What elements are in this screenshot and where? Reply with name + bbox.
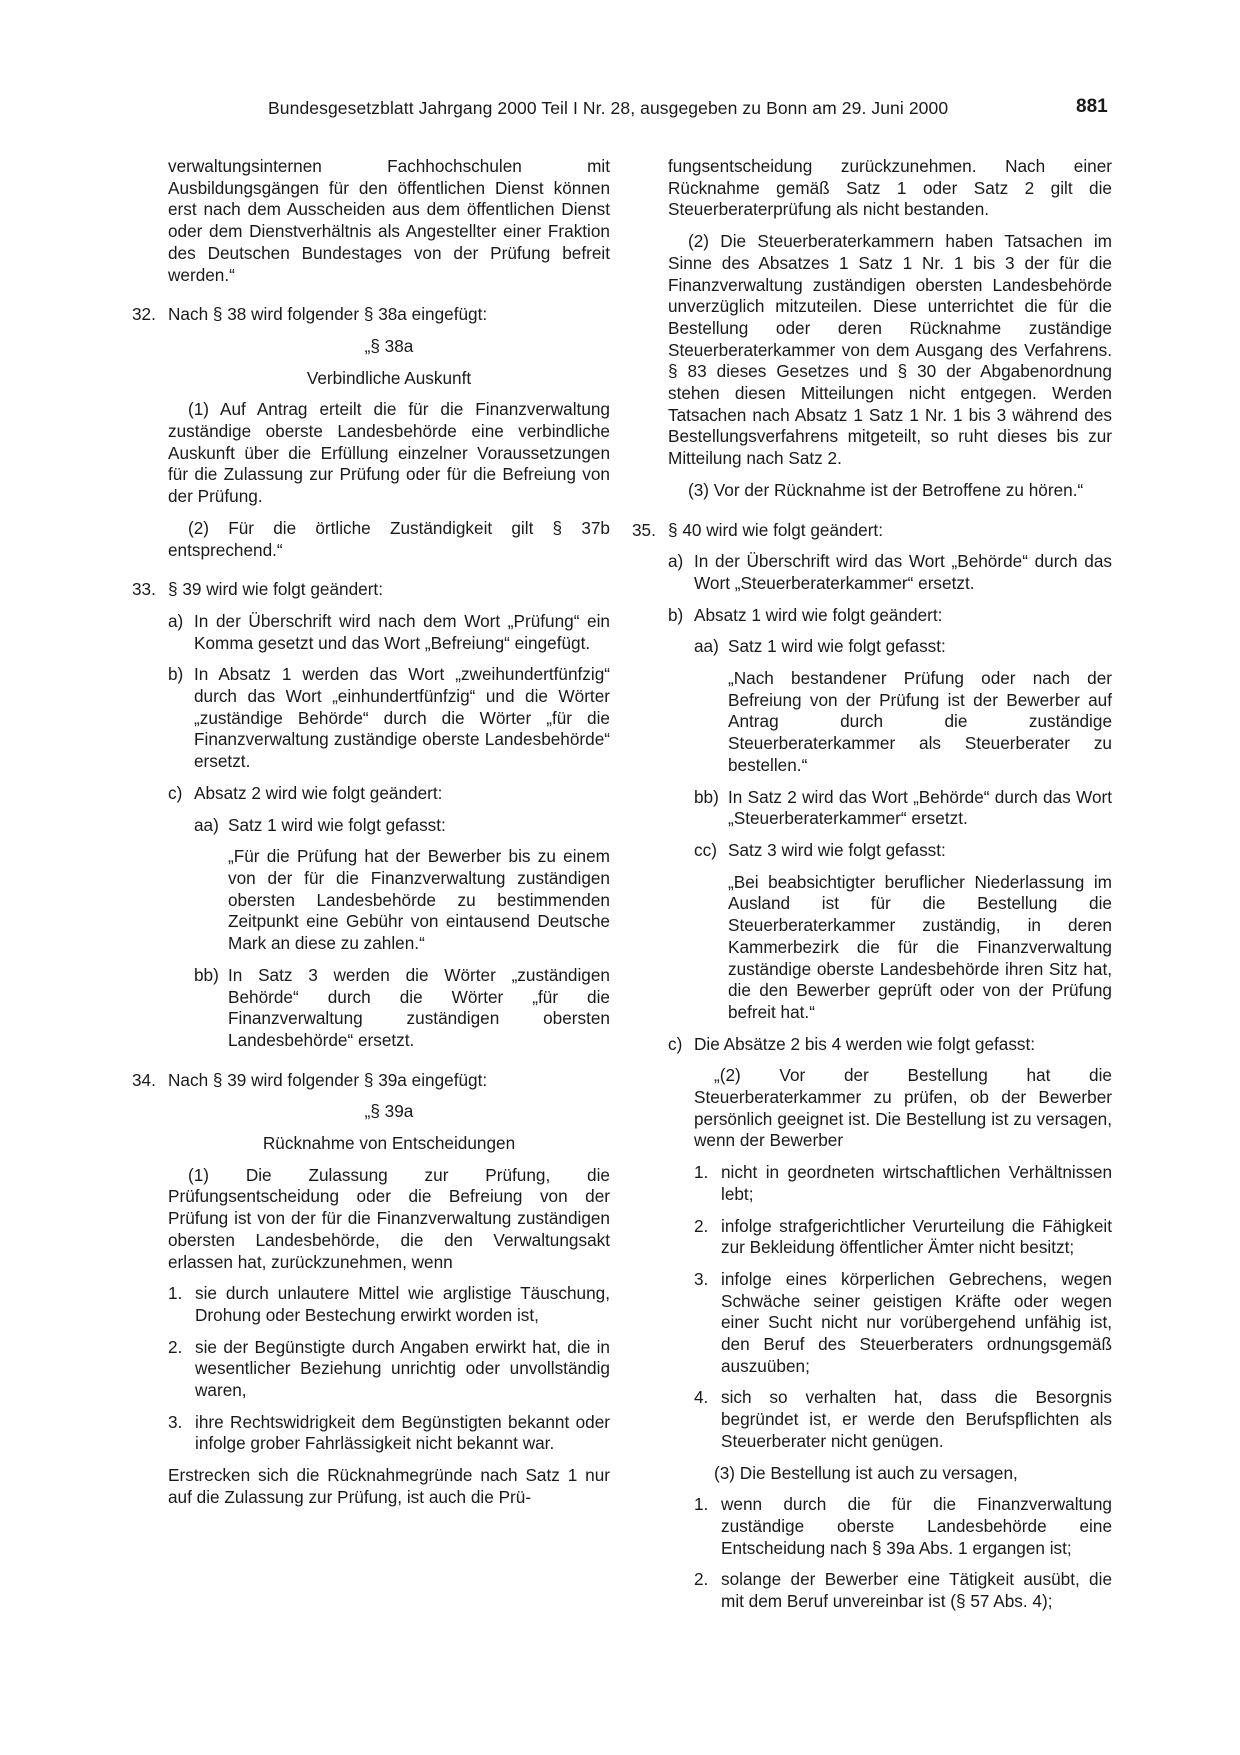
section-heading: Rücknahme von Entscheidungen xyxy=(262,1133,516,1154)
item-number: 32. xyxy=(132,304,156,325)
page-header xyxy=(0,98,1240,124)
paragraph: (3) Vor der Rücknahme ist der Betroffene zu hören.“ xyxy=(688,479,1084,500)
list-item: 2. solange der Bewerber eine Tätigkeit ausübt, die mit dem Beruf unvereinbar ist (§ 57 Abs. 4); xyxy=(694,1569,1112,1612)
item-text: § 39 wird wie folgt geändert: xyxy=(168,579,383,600)
item-35-intro xyxy=(632,520,1112,542)
right-column xyxy=(632,156,1112,1613)
paragraph: (2) Die Steuerberaterkammern haben Tatsachen im Sinne des Absatzes 1 Satz 1 Nr. 1 bis 3 der für die Finanzverwaltung zuständigen obersten Landesbehörde unverzüglich mitzuteilen. Diese unterrichtet die für die Bestellung oder deren Rücknahme zuständige Steuerberaterkammer von dem Ausgang des Verfahrens. § 83 dieses Gesetzes und § 30 der Abgabenordnung stehen diesen Mitteilungen nicht entgegen. Werden Tatsachen nach Absatz 1 Satz 1 Nr. 1 bis 3 während des Bestellungsverfahrens mitgeteilt, so ruht dieses bis zur Mitteilung nach Satz 2. xyxy=(668,231,1112,469)
sub-item-b: b) In Absatz 1 werden das Wort „zweihundertfünfzig“ durch das Wort „einhundertfünfzig“ und die Wörter „zuständige Behörde“ durch die Wörter „für die Finanzverwaltung zuständige oberste Landesbehörde“ ersetzt. xyxy=(168,664,610,772)
sub-item-a: a) In der Überschrift wird das Wort „Behörde“ durch das Wort „Steuerberaterkammer“ ersetzt. xyxy=(668,551,1112,593)
left-column xyxy=(132,156,610,1509)
list-item: 2. sie der Begünstigte durch Angaben erwirkt hat, die in wesentlicher Beziehung unrichtig oder unvollständig waren, xyxy=(168,1336,610,1401)
sub-sub-item-bb: bb) In Satz 2 wird das Wort „Behörde“ durch das Wort „Steuerberaterkammer“ ersetzt. xyxy=(694,786,1112,829)
item-number: 33. xyxy=(132,579,156,600)
quoted-text: „Für die Prüfung hat der Bewerber bis zu einem von der für die Finanzverwaltung zuständigen obersten Landesbehörde zu bestimmenden Zeitpunkt eine Gebühr von eintausend Deutsche Mark an diese zu zahlen.“ xyxy=(228,846,610,954)
sub-item-a: a) In der Überschrift wird nach dem Wort „Prüfung“ ein Komma gesetzt und das Wort „Befreiung“ eingefügt. xyxy=(168,610,610,653)
list-item: 1. sie durch unlautere Mittel wie arglistige Täuschung, Drohung oder Bestechung erwirkt worden ist, xyxy=(168,1283,610,1325)
paragraph: (1) Auf Antrag erteilt die für die Finanzverwaltung zuständige oberste Landesbehörde eine verbindliche Auskunft über die Erfüllung einzelner Voraussetzungen für die Zulassung zur Prüfung oder für die Befreiung von der Prüfung. xyxy=(168,399,610,507)
item-32 xyxy=(132,304,610,561)
running-header: Bundesgesetzblatt Jahrgang 2000 Teil I Nr. 28, ausgegeben zu Bonn am 29. Juni 2000 xyxy=(268,98,949,118)
item-33 xyxy=(132,579,610,1051)
paragraph: „(2) Vor der Bestellung hat die Steuerberaterkammer zu prüfen, ob der Bewerber persönlich geeignet ist. Die Bestellung ist zu versagen, wenn der Bewerber xyxy=(694,1065,1112,1151)
list-item: 4. sich so verhalten hat, dass die Besorgnis begründet ist, er werde den Berufspflichten als Steuerberater nicht genügen. xyxy=(694,1387,1112,1451)
item-35 xyxy=(632,520,1112,1613)
item-text: Nach § 38 wird folgender § 38a eingefügt: xyxy=(168,304,488,325)
list-item: 2. infolge strafgerichtlicher Verurteilung die Fähigkeit zur Bekleidung öffentlicher Ämter nicht besitzt; xyxy=(694,1215,1112,1258)
sub-item-c: c) Absatz 2 wird wie folgt geändert: xyxy=(168,782,443,803)
paragraph: (1) Die Zulassung zur Prüfung, die Prüfungsentscheidung oder die Befreiung von der Prüfung ist von der für die Finanzverwaltung zuständigen obersten Landesbehörde, die den Verwaltungsakt erlassen hat, zurückzunehmen, wenn xyxy=(168,1164,610,1272)
continuation-paragraph: verwaltungsinternen Fachhochschulen mit Ausbildungsgängen für den öffentlichen Dienst können erst nach dem Ausscheiden aus dem öffentlichen Dienst oder dem Dienstverhältnis als Angestellter einer Fraktion des Deutschen Bundestages von der Prüfung befreit werden.“ xyxy=(168,156,610,285)
item-text: Nach § 39 wird folgender § 39a eingefügt: xyxy=(168,1069,488,1090)
quoted-text: „Nach bestandener Prüfung oder nach der Befreiung von der Prüfung ist der Bewerber auf Antrag durch die zuständige Steuerberaterkammer als Steuerberater zu bestellen.“ xyxy=(728,668,1112,775)
section-number: „§ 39a xyxy=(364,1101,414,1122)
item-number: 35. xyxy=(632,519,656,540)
list-item: 3. ihre Rechtswidrigkeit dem Begünstigten bekannt oder infolge grober Fahrlässigkeit nicht bekannt war. xyxy=(168,1411,610,1454)
list-item: 3. infolge eines körperlichen Gebrechens, wegen Schwäche seiner geistigen Kräfte oder wegen einer Sucht nicht nur vorübergehend unfähig ist, den Beruf des Steuerberaters ordnungsgemäß auszuüben; xyxy=(694,1268,1112,1376)
item-34 xyxy=(132,1070,610,1509)
item-33-intro xyxy=(132,579,610,601)
section-number: „§ 38a xyxy=(364,335,414,356)
list-item: 1. nicht in geordneten wirtschaftlichen Verhältnissen lebt; xyxy=(694,1162,1112,1204)
quoted-text: „Bei beabsichtigter beruflicher Niederlassung im Ausland ist für die Bestellung die Steuerberaterkammer zuständig, in deren Kammerbezirk die für die Finanzverwaltung zuständige oberste Landesbehörde ihren Sitz hat, die den Bewerber geprüft oder von der Prüfung befreit hat.“ xyxy=(728,871,1112,1022)
item-text: § 40 wird wie folgt geändert: xyxy=(668,519,883,540)
sub-sub-item-aa: aa) Satz 1 wird wie folgt gefasst: xyxy=(694,636,946,657)
sub-sub-item-bb: bb) In Satz 3 werden die Wörter „zuständigen Behörde“ durch die Wörter „für die Finanzverwaltung zuständigen obersten Landesbehörde“ ersetzt. xyxy=(194,964,610,1050)
item-number: 34. xyxy=(132,1069,156,1090)
paragraph: (3) Die Bestellung ist auch zu versagen, xyxy=(714,1462,1018,1483)
sub-sub-item-cc: cc) Satz 3 wird wie folgt gefasst: xyxy=(694,839,946,860)
paragraph: Erstrecken sich die Rücknahmegründe nach Satz 1 nur auf die Zulassung zur Prüfung, ist auch die Prü- xyxy=(168,1465,610,1507)
sub-sub-item-aa: aa) Satz 1 wird wie folgt gefasst: xyxy=(194,814,446,835)
page-number: 881 xyxy=(1076,96,1108,117)
list-item: 1. wenn durch die für die Finanzverwaltung zuständige oberste Landesbehörde eine Entscheidung nach § 39a Abs. 1 ergangen ist; xyxy=(694,1494,1112,1558)
section-heading: Verbindliche Auskunft xyxy=(306,367,472,388)
sub-item-b: b) Absatz 1 wird wie folgt geändert: xyxy=(668,604,943,625)
item-34-intro xyxy=(132,1070,610,1092)
paragraph: (2) Für die örtliche Zuständigkeit gilt § 37b entsprechend.“ xyxy=(168,517,610,560)
sub-item-c: c) Die Absätze 2 bis 4 werden wie folgt gefasst: xyxy=(668,1033,1036,1054)
continuation-paragraph: fungsentscheidung zurückzunehmen. Nach einer Rücknahme gemäß Satz 1 oder Satz 2 gilt die Steuerberaterprüfung als nicht bestanden. xyxy=(668,156,1112,220)
item-32-intro xyxy=(132,304,610,326)
